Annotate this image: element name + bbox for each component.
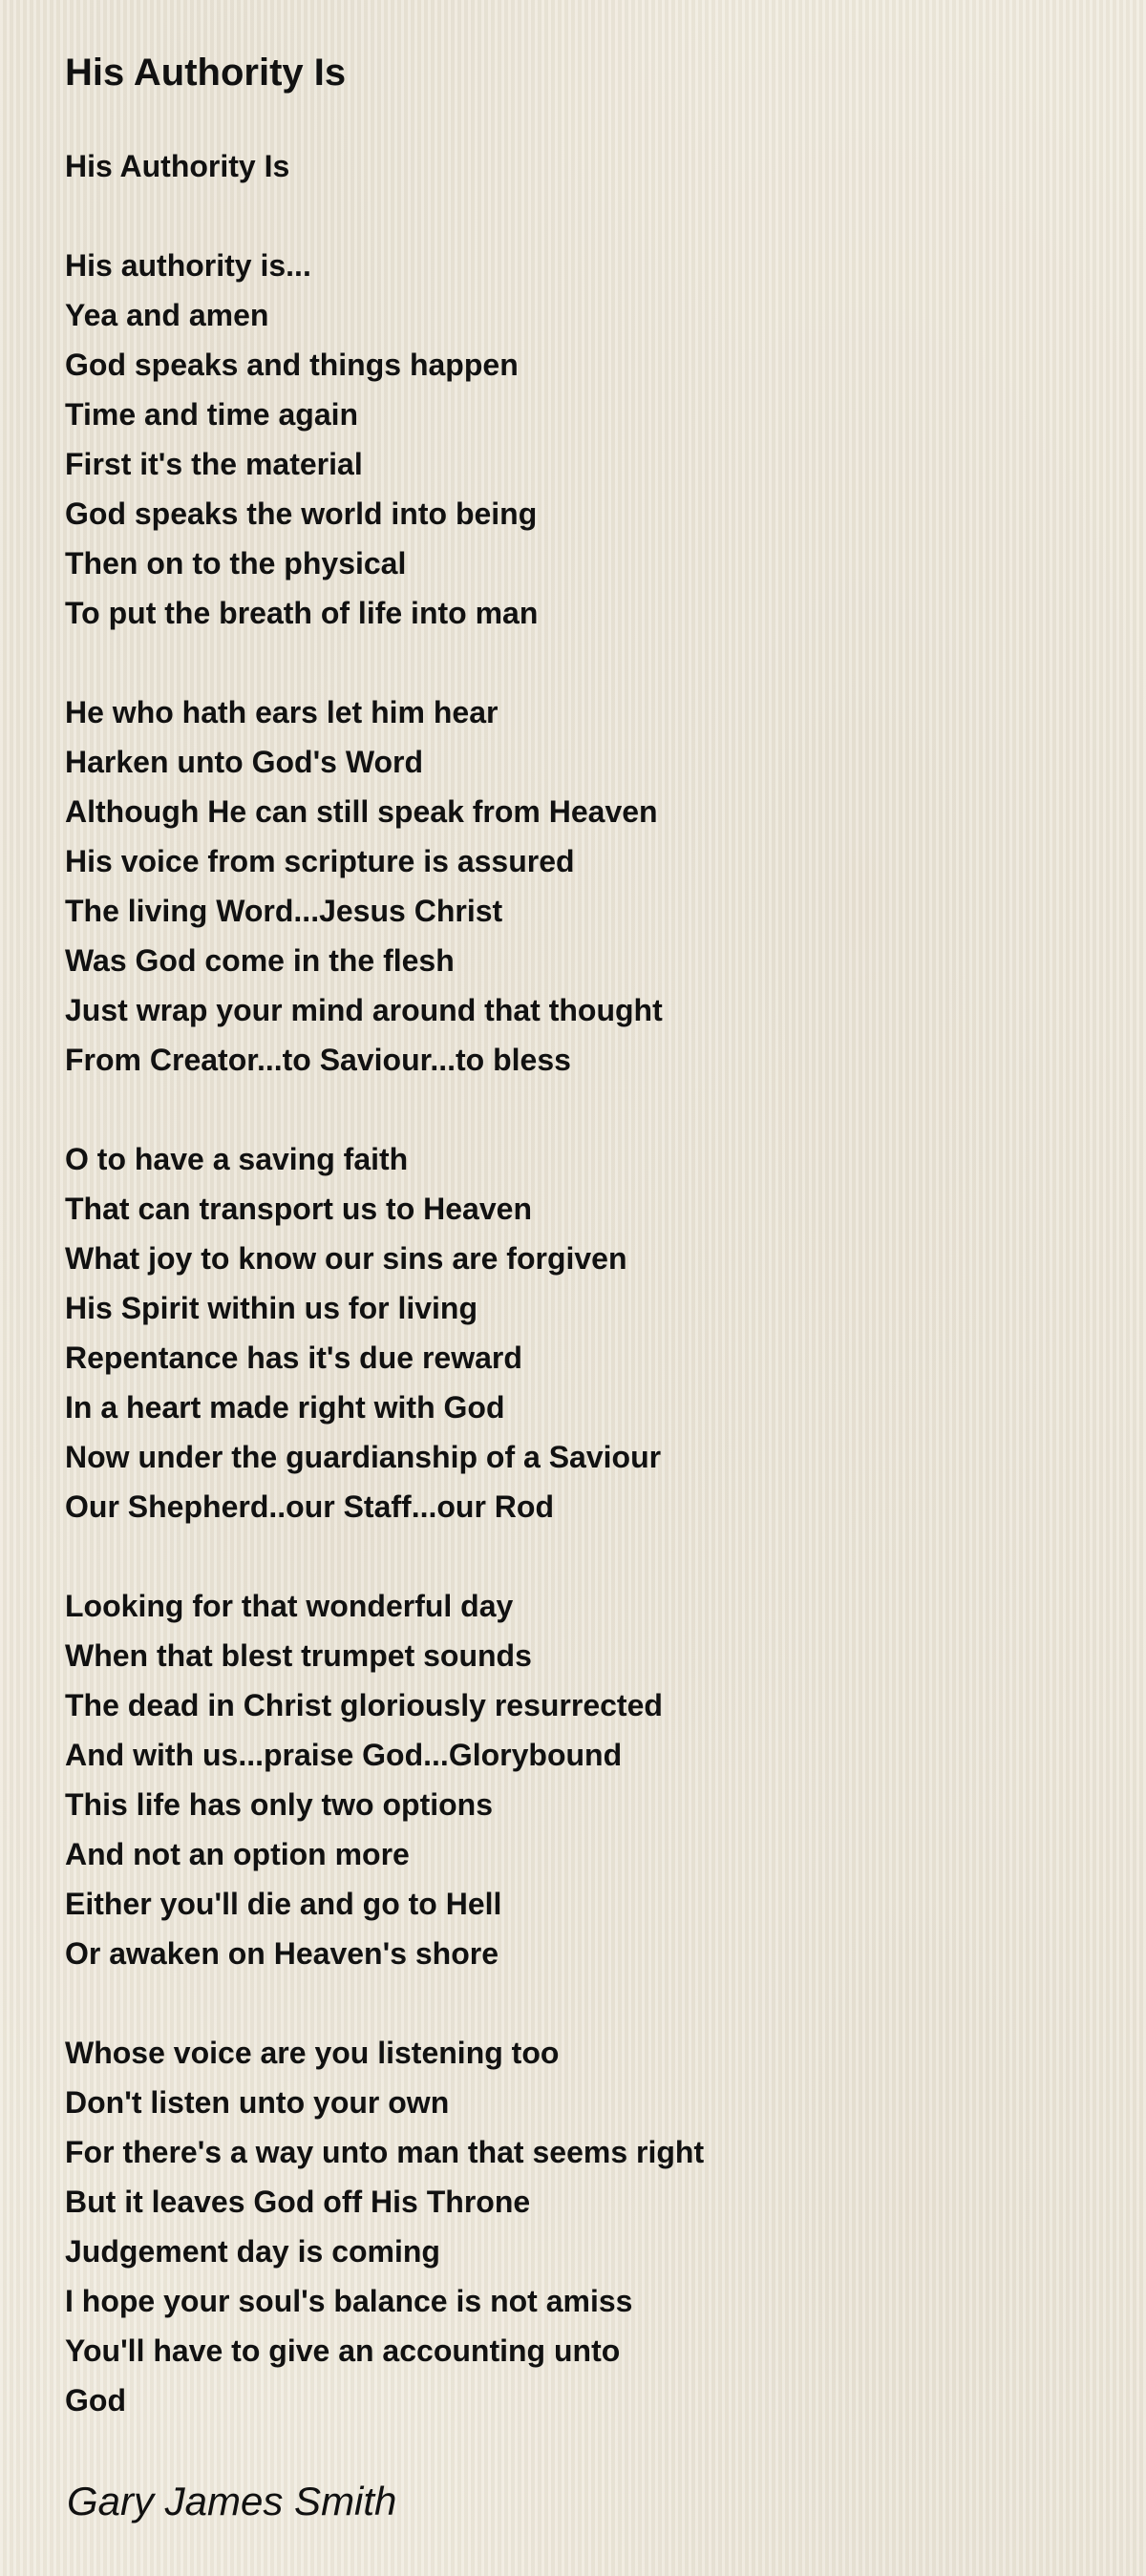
poem-line: His voice from scripture is assured — [65, 844, 575, 878]
poem-line: Time and time again — [65, 397, 359, 432]
poem-line: And not an option more — [65, 1837, 410, 1871]
poem-line: Although He can still speak from Heaven — [65, 794, 658, 829]
poem-line: Yea and amen — [65, 298, 269, 332]
poem-line: He who hath ears let him hear — [65, 695, 499, 729]
poem-line: Either you'll die and go to Hell — [65, 1887, 502, 1921]
poem-line: From Creator...to Saviour...to bless — [65, 1043, 571, 1077]
poem-line: Harken unto God's Word — [65, 745, 424, 779]
poem-line: Then on to the physical — [65, 546, 407, 581]
poem-line: To put the breath of life into man — [65, 596, 539, 630]
poem-line: Don't listen unto your own — [65, 2085, 450, 2120]
poem-line: His authority is... — [65, 248, 311, 283]
poem-line — [65, 1531, 1096, 1581]
poem-line: In a heart made right with God — [65, 1390, 505, 1425]
poem-title: His Authority Is — [65, 52, 347, 94]
poem-line: For there's a way unto man that seems right — [65, 2135, 705, 2169]
poem-line: First it's the material — [65, 447, 363, 481]
poem-line: His Authority Is — [65, 149, 290, 183]
poem-line: God speaks and things happen — [65, 348, 519, 382]
poem-body — [65, 141, 1096, 2425]
poem-line: I hope your soul's balance is not amiss — [65, 2284, 633, 2318]
poem-line: Judgement day is coming — [65, 2234, 440, 2269]
poem-line: Or awaken on Heaven's shore — [65, 1936, 499, 1971]
poem-line: But it leaves God off His Throne — [65, 2185, 531, 2219]
poem-line: God — [65, 2383, 126, 2418]
poem-line: Looking for that wonderful day — [65, 1589, 514, 1623]
poem-line: Whose voice are you listening too — [65, 2036, 560, 2070]
poem-line: That can transport us to Heaven — [65, 1192, 532, 1226]
poem-line — [65, 638, 1096, 687]
poem-line — [65, 1085, 1096, 1134]
poem-line: What joy to know our sins are forgiven — [65, 1241, 627, 1276]
poem-line: His Spirit within us for living — [65, 1291, 478, 1325]
poem-line: Just wrap your mind around that thought — [65, 993, 663, 1027]
poem-line: O to have a saving faith — [65, 1142, 409, 1176]
poem-line: Our Shepherd..our Staff...our Rod — [65, 1489, 554, 1524]
poem-line — [65, 1978, 1096, 2028]
poem-line: Repentance has it's due reward — [65, 1341, 522, 1375]
poem-line: Was God come in the flesh — [65, 943, 455, 978]
poem-line: This life has only two options — [65, 1787, 494, 1822]
poem-line — [65, 191, 1096, 241]
poem-line: The dead in Christ gloriously resurrected — [65, 1688, 663, 1722]
poem-line: And with us...praise God...Glorybound — [65, 1738, 623, 1772]
poem-line: You'll have to give an accounting unto — [65, 2333, 621, 2368]
poem-line: The living Word...Jesus Christ — [65, 894, 503, 928]
poem-line: God speaks the world into being — [65, 496, 538, 531]
author-name: Gary James Smith — [67, 2479, 397, 2523]
poem-line: Now under the guardianship of a Saviour — [65, 1440, 662, 1474]
poem-line: When that blest trumpet sounds — [65, 1638, 532, 1673]
